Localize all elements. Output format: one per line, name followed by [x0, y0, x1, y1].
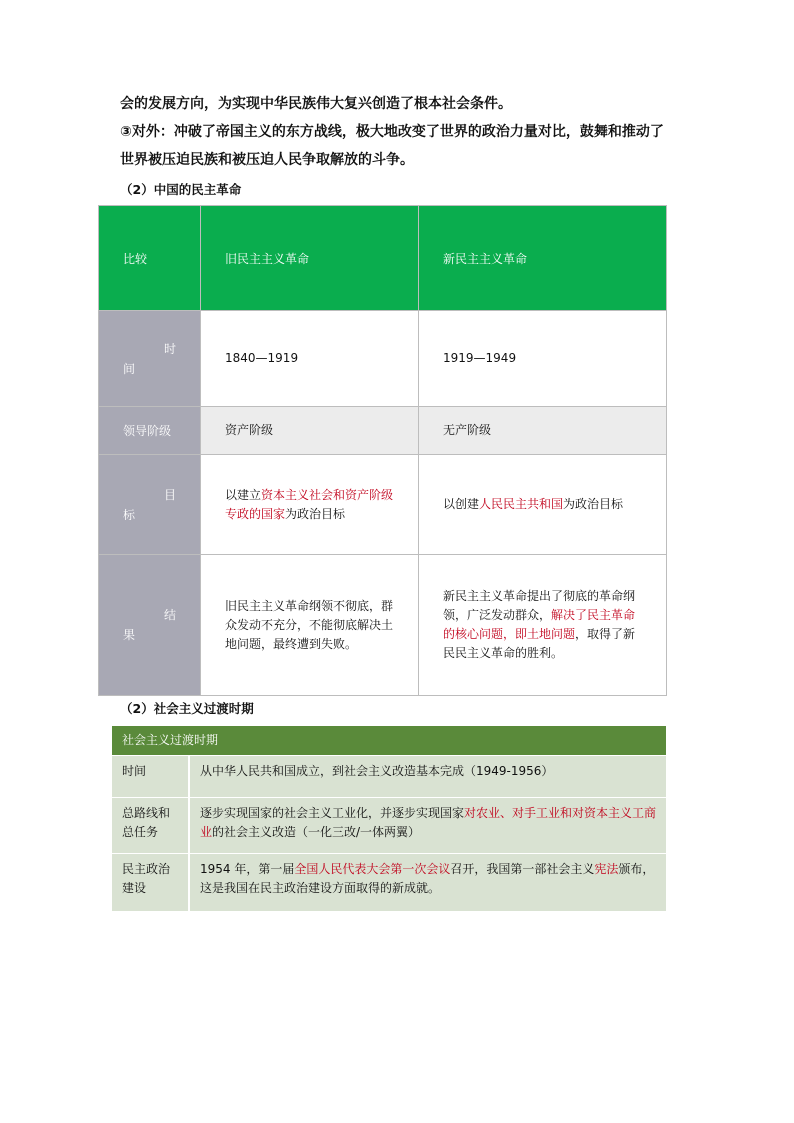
- table2-row-democracy: [112, 854, 666, 912]
- table2-row-time: [112, 756, 666, 798]
- table2-title-row: [112, 726, 666, 756]
- intro-line-2: ③对外：冲破了帝国主义的东方战线，极大地改变了世界的政治力量对比，鼓舞和推动了: [120, 124, 664, 140]
- table-row-leader: [99, 407, 667, 455]
- row-label-leader: 领导阶级: [99, 407, 201, 455]
- header-new-revolution: 新民主主义革命: [419, 206, 667, 311]
- table2-label-democracy: 民主政治建设: [112, 854, 189, 912]
- revolution-comparison-table: [98, 205, 667, 696]
- table2-value-general-line: 逐步实现国家的社会主义工业化，并逐步实现国家对农业、对手工业和对资本主义工商业的社会主义改造（一化三改/一体两翼）: [189, 798, 666, 854]
- table2-value-time: 从中华人民共和国成立，到社会主义改造基本完成（1949-1956）: [189, 756, 666, 798]
- table2-label-general-line: 总路线和总任务: [112, 798, 189, 854]
- transition-period-table: [112, 726, 666, 912]
- intro-line-3: 世界被压迫民族和被压迫人民争取解放的斗争。: [120, 152, 414, 168]
- new-goal-value: 以创建人民民主共和国为政治目标: [419, 455, 667, 555]
- new-result-value: 新民主主义革命提出了彻底的革命纲领，广泛发动群众，解决了民主革命的核心问题，即土地问题，取得了新民民主义革命的胜利。: [419, 555, 667, 696]
- table2-label-time: 时间: [112, 756, 189, 798]
- table2-value-democracy: 1954 年，第一届全国人民代表大会第一次会议召开，我国第一部社会主义宪法颁布，这是我国在民主政治建设方面取得的新成就。: [189, 854, 666, 912]
- section-title-democratic-revolution: （2）中国的民主革命: [120, 182, 242, 197]
- table-row-result: [99, 555, 667, 696]
- old-leader-value: 资产阶级: [201, 407, 419, 455]
- header-old-revolution: 旧民主主义革命: [201, 206, 419, 311]
- row-label-result: 结 果: [99, 555, 201, 696]
- row-label-time: 时 间: [99, 311, 201, 407]
- section-title-transition-period: （2）社会主义过渡时期: [120, 701, 254, 716]
- table2-row-general-line: [112, 798, 666, 854]
- table-header-row: [99, 206, 667, 311]
- new-time-value: 1919—1949: [419, 311, 667, 407]
- header-compare: 比较: [99, 206, 201, 311]
- old-result-value: 旧民主主义革命纲领不彻底，群众发动不充分，不能彻底解决土地问题，最终遭到失败。: [201, 555, 419, 696]
- row-label-goal: 目 标: [99, 455, 201, 555]
- old-time-value: 1840—1919: [201, 311, 419, 407]
- new-leader-value: 无产阶级: [419, 407, 667, 455]
- old-goal-value: 以建立资本主义社会和资产阶级专政的国家为政治目标: [201, 455, 419, 555]
- table-row-time: [99, 311, 667, 407]
- intro-line-1: 会的发展方向，为实现中华民族伟大复兴创造了根本社会条件。: [120, 96, 512, 112]
- table2-title: 社会主义过渡时期: [112, 726, 666, 756]
- table-row-goal: [99, 455, 667, 555]
